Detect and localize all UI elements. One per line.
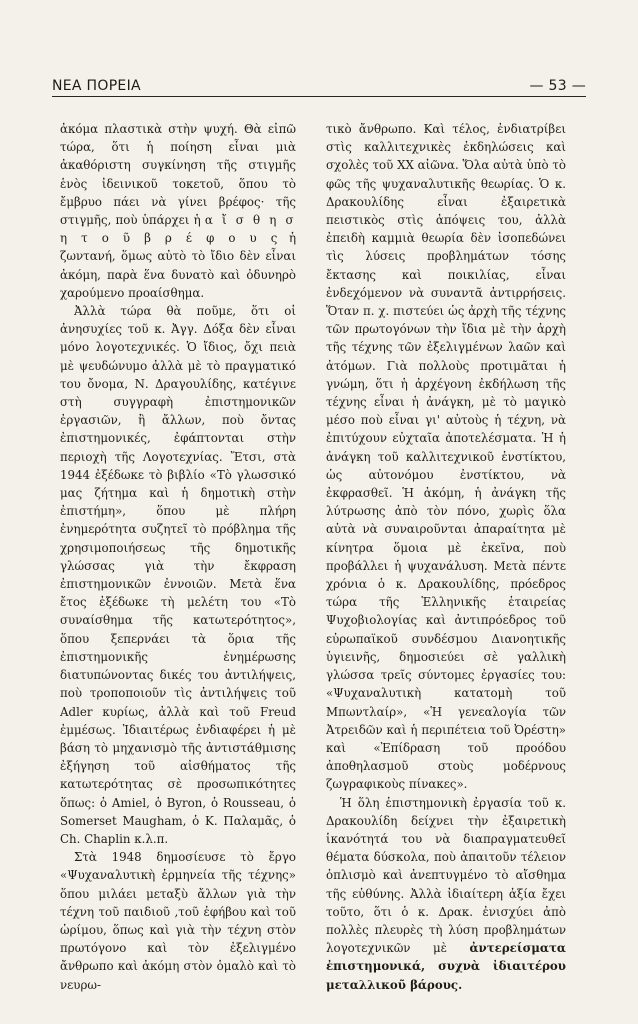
paragraph-text: Ἡ ὅλη ἐπιστημονικὴ ἐργασία τοῦ κ. Δρακουλίδη δείχνει τὴν ἐξαιρετικὴ ἱκανότητά του νὰ διαπραγματευθεῖ θέματα δύσκολα, ποὺ ἀπαιτοῦν τέλειον ὁπλισμὸ καὶ ἀνεπτυγμένο τὸ αἴσθημα τῆς εὐθύνης. Ἀλλὰ ἰδιαίτερη ἀξία ἔχει τοῦτο, ὅτι ὁ κ. Δρακ. ἐνισχύει ἀπὸ πολλὲς πλευρὲς τὴ λύση προβλημάτων λογοτεχνικῶν μὲ <box>326 795 566 956</box>
header-rule <box>52 96 586 97</box>
right-column <box>326 120 566 994</box>
paragraph-text: ἀκόμα πλαστικὰ στὴν ψυχή. Θὰ εἰπῶ τώρα, ὅτι ἡ ποίηση εἶναι μιὰ ἀκαθόριστη συγκίνηση τῆς στιγμῆς ἑνὸς ἰδεινικοῦ τοκετοῦ, ὅπου τὸ ἔμβρυο πάει νὰ γίνει βρέφος· τῆς στιγμῆς, ποὺ ὑπάρχει ἡ <box>60 122 296 228</box>
page-number: — 53 — <box>529 78 586 94</box>
paragraph <box>60 120 296 302</box>
paragraph <box>326 794 566 994</box>
paragraph: Στὰ 1948 δημοσίευσε τὸ ἔργο «Ψυχαναλυτικὴ ἑρμηνεία τῆς τέχνης» ὅπου μιλάει μεταξὺ ἄλλων γιὰ τὴν τέχνη τοῦ παιδιοῦ ,τοῦ ἐφήβου καὶ τοῦ ὡρίμου, ὅπως καὶ γιὰ τὴν τέχνη στὸν πρωτόγονο καὶ τὸν ἐξελιγμένο ἄνθρωπο καὶ ἀκόμη στὸν ὁμαλὸ καὶ τὸ νευρω- <box>60 850 296 992</box>
paragraph: Ἀλλὰ τώρα θὰ ποῦμε, ὅτι οἱ ἀνησυχίες τοῦ κ. Ἀγγ. Δόξα δὲν εἶναι μόνο λογοτεχνικές. Ὁ ἴδιος, ὄχι πειὰ μὲ ψευδώνυμο ἀλλὰ μὲ τὸ πραγματικό του ὄνομα, Ν. Δραγουλίδης, κατέγινε στὴ συγγραφὴ ἐπιστημονικῶν ἐργασιῶν, ἢ ἄλλων, ποὺ ὄντας ἐπιστημονικές, ἐφάπτονται στὴν περιοχὴ τῆς Λογοτεχνίας. Ἔτσι, στὰ 1944 ἐξέδωκε τὸ βιβλίο «Τὸ γλωσσικό μας ζήτημα καὶ ἡ δημοτικὴ στὴν ἐπιστήμη», ὅπου μὲ πλήρη ἐνημερότητα συζητεῖ τὸ πρόβλημα τῆς χρησιμοποιήσεως τῆς δημοτικῆς γλώσσας γιὰ τὴν ἔκφραση ἐπιστημονικῶν ἐννοιῶν. Μετὰ ἕνα ἔτος ἐξέδωκε τὴ μελέτη του «Τὸ συναίσθημα τῆς κατωτερότητος», ὅπου ξεπερνάει τὰ ὅρια τῆς ἐπιστημονικῆς ἐνημέρωσης διατυπώνοντας δικές του ἀντιλήψεις, ποὺ τροποποιοῦν τὶς ἀντιλήψεις τοῦ Adler κυρίως, ἀλλὰ καὶ τοῦ Freud ἐμμέσως. Ἰδιαιτέρως ἐνδιαφέρει ἡ μὲ βάση τὸ μηχανισμὸ τῆς ἀντιστάθμισης ἐξήγηση τοῦ αἰσθήματος τῆς κατωτερότητας σὲ προσωπικότητες ὅπως: ὁ Amiel, ὁ Byron, ὁ Rousseau, ὁ Somerset Maugham, ὁ Κ. Παλαμᾶς, ὁ Ch. Chaplin κ.λ.π. <box>60 304 296 846</box>
spaced-emphasis: α ἴ σ θ η σ η τ ο ῦ β ρ έ φ ο υ ς <box>60 213 297 246</box>
page-header <box>52 70 586 94</box>
journal-title: ΝΕΑ ΠΟΡΕΙΑ <box>52 78 141 94</box>
paragraph: τικὸ ἄνθρωπο. Καὶ τέλος, ἐνδιατρίβει στὶς καλλιτεχνικὲς ἐκδηλώσεις καὶ σχολὲς τοῦ ΧΧ αἰῶνα. Ὅλα αὐτὰ ὑπὸ τὸ φῶς τῆς ψυχαναλυτικῆς θεωρίας. Ὁ κ. Δρακουλίδης εἶναι ἐξαιρετικὰ πειστικὸς στὶς ἀπόψεις του, ἀλλὰ ἐπειδὴ καμμιὰ θεωρία δὲν ἰσοπεδώνει τὶς λύσεις προβλημάτων τόσης ἔκτασης καὶ ποικιλίας, εἶναι ἐνδεχόμενον νὰ συναντᾶ ἀντιρρήσεις. Ὅταν π. χ. πιστεύει ὡς ἀρχὴ τῆς τέχνης τῶν πρωτογόνων τὴν ἴδια μὲ τὴν ἀρχὴ τῆς τέχνης τῶν ἐξελιγμένων λαῶν καὶ ἀτόμων. Γιὰ πολλοὺς προτιμᾶται ἡ γνώμη, ὅτι ἡ ἀρχέγονη ἐκδήλωση τῆς τέχνης εἶναι ἡ ἀνάγκη, μὲ τὸ μαγικὸ μέσο ποὺ εἶναι γι' αὐτοὺς ἡ τέχνη, νὰ ἐπιτύχουν εὐχταῖα ἀποτελέσματα. Ἡ ἡ ἀνάγκη τοῦ καλλιτεχνικοῦ ἐνστίκτου, ὡς αὐτονόμου ἐνστίκτου, νὰ ἐκφρασθεῖ. Ἡ ἀκόμη, ἡ ἀνάγκη τῆς λύτρωσης ἀπὸ τὸν πόνο, χωρὶς ὅλα αὐτὰ νὰ συναιροῦνται ἀπαραίτητα μὲ κίνητρα ὅμοια μὲ ἐκεῖνα, ποὺ προβάλλει ἡ ψυχανάλυση. Μετὰ πέντε χρόνια ὁ κ. Δρακουλίδης, πρόεδρος τώρα τῆς Ἑλληνικῆς ἑταιρείας Ψυχοβιολογίας καὶ ἀντιπρόεδρος τοῦ εὐρωπαϊκοῦ συνδέσμου Διανοητικῆς ὑγιεινῆς, δημοσιεύει σὲ γαλλικὴ γλώσσα τρεῖς σύντομες ἐργασίες του: «Ψυχαναλυτικὴ κατατομὴ τοῦ Μπωντλαίρ», «Ἡ γενεαλογία τῶν Ἀτρειδῶν καὶ ἡ περιπέτεια τοῦ Ὀρέστη» καὶ «Ἐπίδραση τοῦ προόδου ἀποθηλασμοῦ στοὺς μοδέρνους ζωγραφικοὺς πίνακες». <box>326 122 566 792</box>
left-column <box>60 120 296 994</box>
bold-emphasis: ἀντερείσματα ἐπιστημονικά, συχνὰ ἰδιαιτέρου μεταλλικοῦ βάρους. <box>326 941 566 992</box>
paragraph-text: ἡ ζωντανή, ὅμως αὐτὸ τὸ ἴδιο δὲν εἶναι ἀκόμη, παρὰ ἕνα δυνατὸ καὶ ὀδυνηρὸ χαρούμενο προαίσθημα. <box>60 231 297 300</box>
